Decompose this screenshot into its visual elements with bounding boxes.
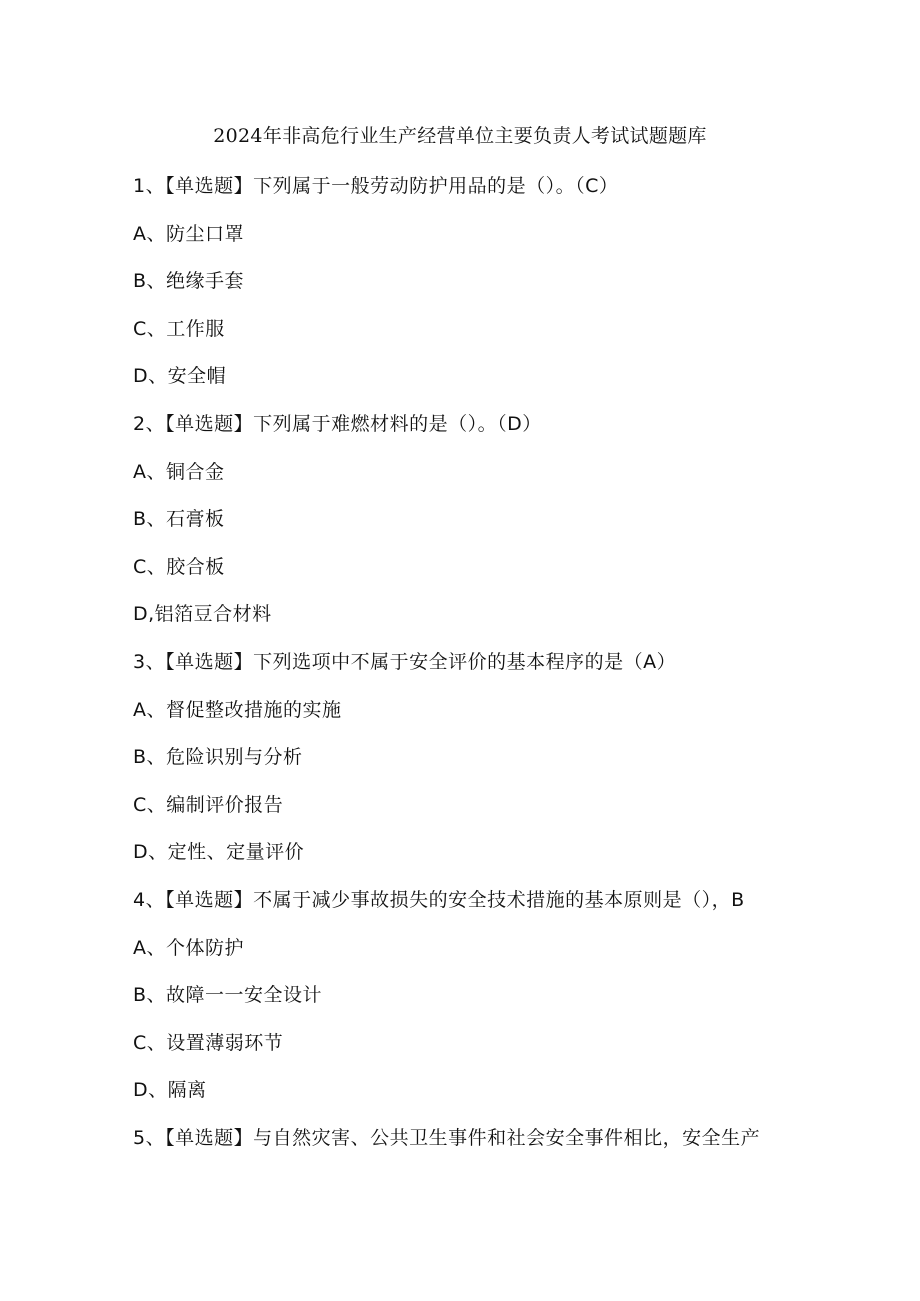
question-2-stem: 2、【单选题】下列属于难燃材料的是（）。（D）: [133, 412, 542, 435]
question-3-stem: 3、【单选题】下列选项中不属于安全评价的基本程序的是（A）: [133, 650, 677, 673]
question-list: [133, 172, 833, 1171]
question-4-option-c: C、设置薄弱环节: [133, 1031, 284, 1054]
question-3-option-b: B、危险识别与分析: [133, 746, 303, 769]
question-3-option-d: D、定性、定量评价: [133, 841, 305, 864]
question-1-stem: 1、【单选题】下列属于一般劳动防护用品的是（）。（C）: [133, 175, 619, 197]
question-2-option-c: C、胶合板: [133, 555, 225, 578]
question-2-option-a: A、铜合金: [133, 460, 225, 483]
question-1-option-a: A、防尘口罩: [133, 222, 244, 245]
question-4-stem: 4、【单选题】不属于减少事故损失的安全技术措施的基本原则是（），B: [133, 888, 745, 911]
document-title: 2024年非高危行业生产经营单位主要负责人考试试题题库: [213, 125, 707, 147]
question-4-option-d: D、隔离: [133, 1079, 207, 1102]
question-3-option-a: A、督促整改措施的实施: [133, 698, 342, 721]
question-4-option-a: A、个体防护: [133, 936, 244, 959]
question-2-option-b: B、石膏板: [133, 508, 225, 531]
question-1-option-c: C、工作服: [133, 317, 225, 340]
question-4-option-b: B、故障一一安全设计: [133, 984, 323, 1007]
question-5-stem: 5、【单选题】与自然灾害、公共卫生事件和社会安全事件相比，安全生产: [133, 1126, 761, 1149]
question-1-option-d: D、安全帽: [133, 365, 227, 388]
question-2-option-d: D,铝箔豆合材料: [133, 603, 272, 626]
question-3-option-c: C、编制评价报告: [133, 793, 284, 816]
question-1-option-b: B、绝缘手套: [133, 270, 245, 293]
